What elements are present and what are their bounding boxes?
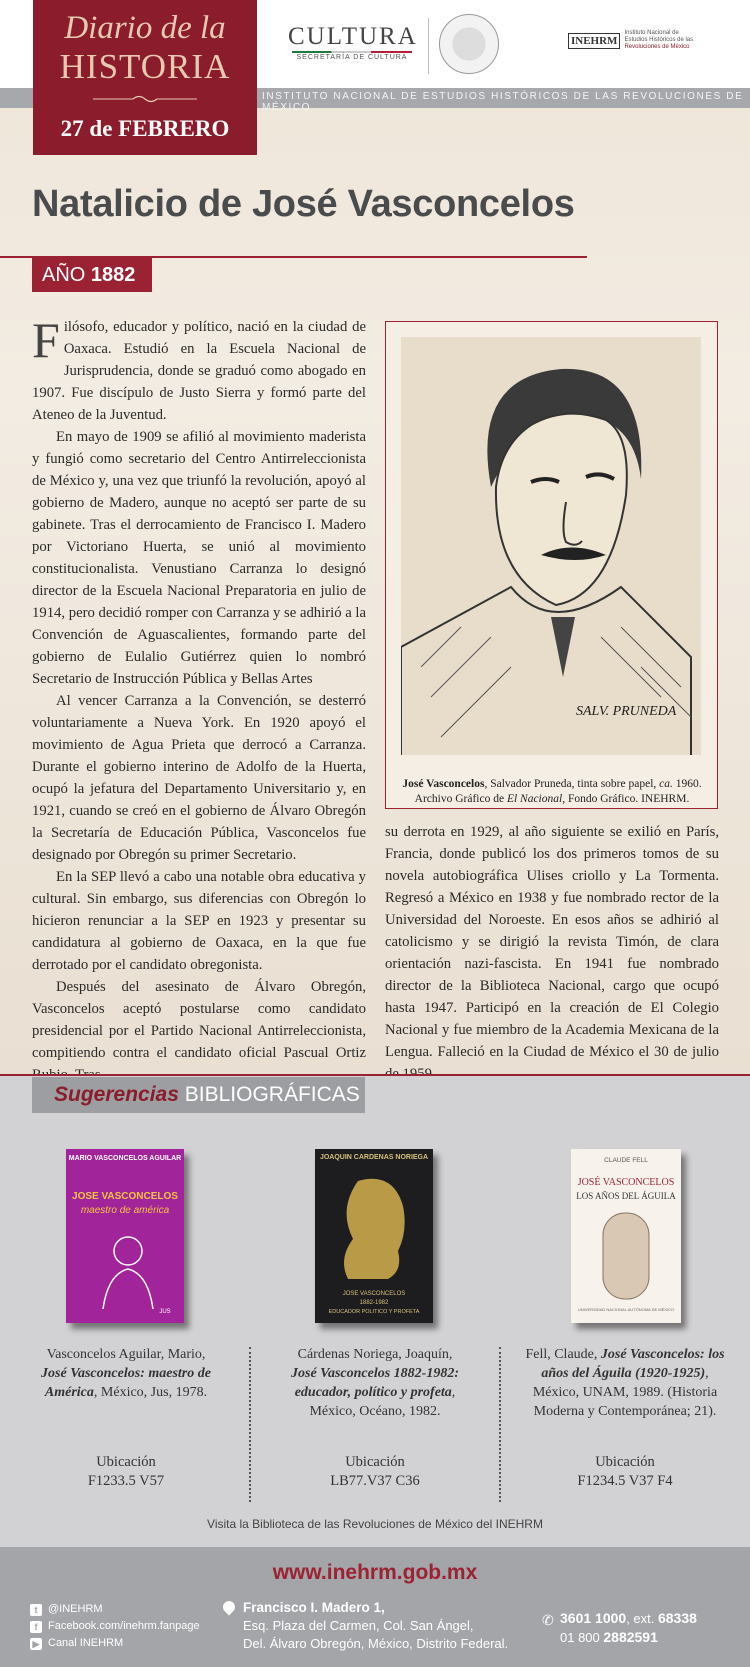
twitter-link[interactable] [30, 1601, 200, 1618]
caption-part-3: Archivo Gráfico de [414, 793, 507, 805]
youtube-channel: Canal INEHRM [48, 1637, 124, 1649]
book-2-ref-author: Cárdenas Noriega, Joaquín, [297, 1347, 453, 1362]
tollfree-number: 2882591 [603, 1629, 658, 1645]
book-3-location-label: Ubicación [595, 1454, 655, 1470]
book-3-call-number: F1234.5 V37 F4 [577, 1473, 673, 1489]
suggestions-title [32, 1077, 365, 1113]
year-badge [32, 258, 152, 292]
brand-line1 [33, 10, 257, 46]
youtube-icon: ▶ [30, 1638, 42, 1650]
caption-title: José Vasconcelos [402, 778, 485, 790]
book-1-ref-title: José Vasconcelos: maestro de América [41, 1366, 211, 1400]
paragraph-5: Después del asesinato de Álvaro Obregón, Vasconcelos aceptó postularse como candidato presidencial por el Partido Nacional Antirreleccionista, compitiendo contra el candidato oficial Pascual Ortiz [32, 979, 366, 1061]
book-1-call-number: F1233.5 V57 [87, 1473, 165, 1489]
book-2-location-label: Ubicación [345, 1454, 405, 1470]
inehrm-text-a: Instituto Nacional de Estudios Históricos de las [624, 30, 694, 43]
cultura-logo-subtitle: SECRETARÍA DE CULTURA [296, 54, 408, 61]
caption-ca: ca. [659, 778, 673, 790]
book-1-title: JOSE VASCONCELOS [72, 1191, 178, 1202]
article-column-right [385, 821, 719, 1085]
inehrm-text-b: Revoluciones de México [624, 44, 690, 50]
paragraph-4: En la SEP llevó a cabo una notable obra educativa y cultural. Sin embargo, sus diferencias con Obregón lo hicieron renunciar a la SEP en 1923 y presentar su candidatura al gobierno de Oaxaca, en la que fue derrotado por el candidato obregonista. [32, 869, 366, 973]
book-cover-3[interactable] [571, 1149, 681, 1323]
drop-cap: F [32, 312, 60, 368]
institute-strip-text: INSTITUTO NACIONAL DE ESTUDIOS HISTÓRICOS DE LAS REVOLUCIONES DE MÉXICO [262, 91, 744, 113]
paragraph-3: Al vencer Carranza a la Convención, se desterró voluntariamente a Nueva York. En 1920 apoyó el movimiento de Agua Prieta que derrocó a Carranza. Durante el gobierno interino de Adolfo de la Huerta, ocupó la jefatura del Departamento Universitario y, en 1921, cuando se creó en el gobierno de Álvaro Obregón la Secretaría de Educación Pública, Vasconcelos fue designado por Obregón su primer Secretario. [32, 693, 366, 863]
book-1-ref-author: Vasconcelos Aguilar, Mario, [46, 1347, 206, 1362]
book-2-location [275, 1453, 475, 1491]
suggestions-title-italic: Sugerencias [54, 1083, 179, 1106]
book-3-author: CLAUDE FELL [604, 1157, 648, 1164]
book-cover-1[interactable] [66, 1149, 184, 1323]
caption-italic: El Nacional [506, 793, 563, 805]
facebook-url: Facebook.com/inehrm.fanpage [48, 1620, 200, 1632]
book-2-ref-title: José Vasconcelos 1882-1982: educador, político y profeta [291, 1366, 459, 1400]
book-1-location-label: Ubicación [96, 1454, 156, 1470]
location-pin-icon [221, 1599, 238, 1616]
national-seal-icon [439, 14, 499, 74]
paragraph-1 [32, 312, 366, 426]
book-1-reference [26, 1345, 226, 1402]
divider-dotted-2 [499, 1347, 501, 1502]
tollfree-prefix: 01 800 [560, 1630, 604, 1645]
library-visit-note: Visita la Biblioteca de las Revoluciones de México del INEHRM [207, 1517, 543, 1531]
book-3-ref-title: José Vasconcelos: los años del Águila (1920-1925) [541, 1347, 725, 1381]
article-column-left [32, 312, 367, 1086]
address-line-3: Del. Álvaro Obregón, México, Distrito Federal. [243, 1636, 509, 1651]
cultura-logo [288, 24, 416, 61]
diario-brand [33, 0, 257, 155]
divider-dotted-1 [249, 1347, 251, 1502]
book-1-subtitle: maestro de américa [80, 1205, 170, 1216]
inehrm-logo-text [624, 30, 694, 51]
facebook-link[interactable] [30, 1618, 200, 1635]
logo-divider [428, 18, 429, 74]
book-3-mural-icon [601, 1211, 651, 1301]
brand-date: 27 de FEBRERO [60, 116, 230, 141]
ornament-icon [93, 94, 197, 104]
paragraph-6: su derrota en 1929, al año siguiente se exilió en París, Francia, donde publicó los dos primeros tomos de su novela autobiográfica Ulises criollo y La Tormenta. Regresó a México en 1938 y fue nombrado rector de la Universidad del Noroeste. En esos años se adhirió al catolicismo y se dirigió la revista Timón, de clara orientación nazi-fascista. En 1941 fue nombrado director de la Biblioteca Nacional, cargo que ocupó hasta 1947. Participó en la creación de El Colegio Nacional y fue miembro de la Academia Mexicana de la Lengua. Falleció en la Ciudad de México el 30 de julio [385, 824, 719, 1060]
book-3-location [525, 1453, 725, 1491]
book-1-publisher: JUS [159, 1309, 171, 1315]
book-2-subtitle: 1882-1982 [359, 1300, 389, 1306]
phone-main: 3601 1000 [560, 1610, 627, 1626]
twitter-icon: t [30, 1604, 42, 1616]
phone-numbers [542, 1609, 697, 1647]
phone-ext-label: , ext. [626, 1611, 658, 1626]
book-1-ref-publisher: , México, Jus, 1978. [93, 1385, 208, 1400]
paragraph-2: En mayo de 1909 se afilió al movimiento maderista y fungió como secretario del Centro Antirreleccionista de México y, una vez que triunfó la revolución, apoyó al gobierno de Madero, aunque no aceptó ser parte de su gabinete. Tras el derrocamiento de Francisco I. Madero por Victoriano Huerta, se unió al movimiento constitucionalista. Venustiano Carranza lo designó director de la Escuela Nacional Preparatoria en julio de 1914, pero decidió romper con Carranza y se adhirió a la Convención de Aguascalientes, formando parte del gobierno de Eulalio Gutiérrez quien lo nombró Secretario de Instrucción Pública y Bellas Artes [32, 429, 367, 687]
cultura-logo-stripe [292, 51, 412, 53]
year-label: AÑO [42, 264, 86, 286]
social-links [30, 1601, 200, 1652]
book-3-publisher: UNIVERSIDAD NACIONAL AUTÓNOMA DE MÉXICO [577, 1307, 675, 1312]
brand-diario: Diario [64, 10, 153, 46]
inehrm-logo [568, 30, 694, 51]
brand-historia: HISTORIA [59, 47, 231, 86]
inehrm-logo-box: INEHRM [568, 33, 620, 49]
book-cover-2[interactable] [315, 1149, 433, 1323]
book-2-publisher: EDUCADOR POLITICO Y PROFETA [328, 1309, 420, 1315]
suggestions-title-rest: BIBLIOGRÁFICAS [184, 1083, 360, 1106]
phone-icon: ✆ [542, 1612, 554, 1628]
facebook-icon: f [30, 1621, 42, 1633]
book-3-ref-publisher: , México, UNAM, 1989. (Historia Moderna y Contemporánea; 21). [532, 1366, 718, 1419]
book-3-subtitle: LOS AÑOS DEL ÁGUILA [576, 1191, 676, 1201]
youtube-link[interactable] [30, 1635, 200, 1652]
portrait-caption [392, 777, 712, 807]
twitter-handle: @INEHRM [48, 1603, 103, 1615]
page-title: Natalicio de José Vasconcelos [32, 183, 575, 225]
book-2-call-number: LB77.V37 C36 [330, 1473, 420, 1489]
book-2-reference [275, 1345, 475, 1421]
footer [0, 1547, 750, 1667]
cultura-logo-text: CULTURA [288, 23, 418, 50]
address-line-2: Esq. Plaza del Carmen, Col. San Ángel, [243, 1618, 474, 1633]
book-2-author: JOAQUIN CARDENAS NORIEGA [319, 1154, 429, 1161]
book-3-title: JOSÉ VASCONCELOS [577, 1177, 675, 1188]
book-3-reference [525, 1345, 725, 1421]
portrait-figure [385, 321, 718, 809]
caption-part-1: , Salvador Pruneda, tinta sobre papel, [484, 778, 660, 790]
book-1-location [26, 1453, 226, 1491]
book-2-bust-icon [333, 1171, 413, 1281]
website-link[interactable]: www.inehrm.gob.mx [272, 1561, 478, 1584]
portrait-signature: SALV. PRUNEDA [576, 704, 677, 719]
portrait-drawing [401, 337, 701, 755]
section-divider [0, 1074, 750, 1076]
phone-ext: 68338 [657, 1610, 697, 1626]
caption-part-4: , Fondo Gráfico. INEHRM. [562, 793, 690, 805]
book-1-author: MARIO VASCONCELOS AGUILAR [68, 1155, 182, 1162]
caption-part-2: 1960. [672, 778, 702, 790]
brand-dela: de la [160, 10, 226, 46]
paragraph-1-text: ilósofo, educador y político, nació en la ciudad de Oaxaca. Estudió en la Escuela Nacional de Jurisprudencia, donde se graduó como abogado en 1907. Fue discípulo de Justo Sierra y formó parte del Ateneo de la Juventud. [32, 319, 366, 423]
year-value: 1882 [90, 264, 136, 286]
address-line-1: Francisco I. Madero 1, [243, 1600, 385, 1615]
book-1-portrait-icon [98, 1229, 158, 1309]
address [243, 1599, 508, 1653]
book-3-ref-author: Fell, Claude, [525, 1347, 598, 1362]
book-2-title: JOSE VASCONCELOS [342, 1291, 406, 1297]
book-2-ref-publisher: , México, Océano, 1982. [309, 1385, 456, 1419]
